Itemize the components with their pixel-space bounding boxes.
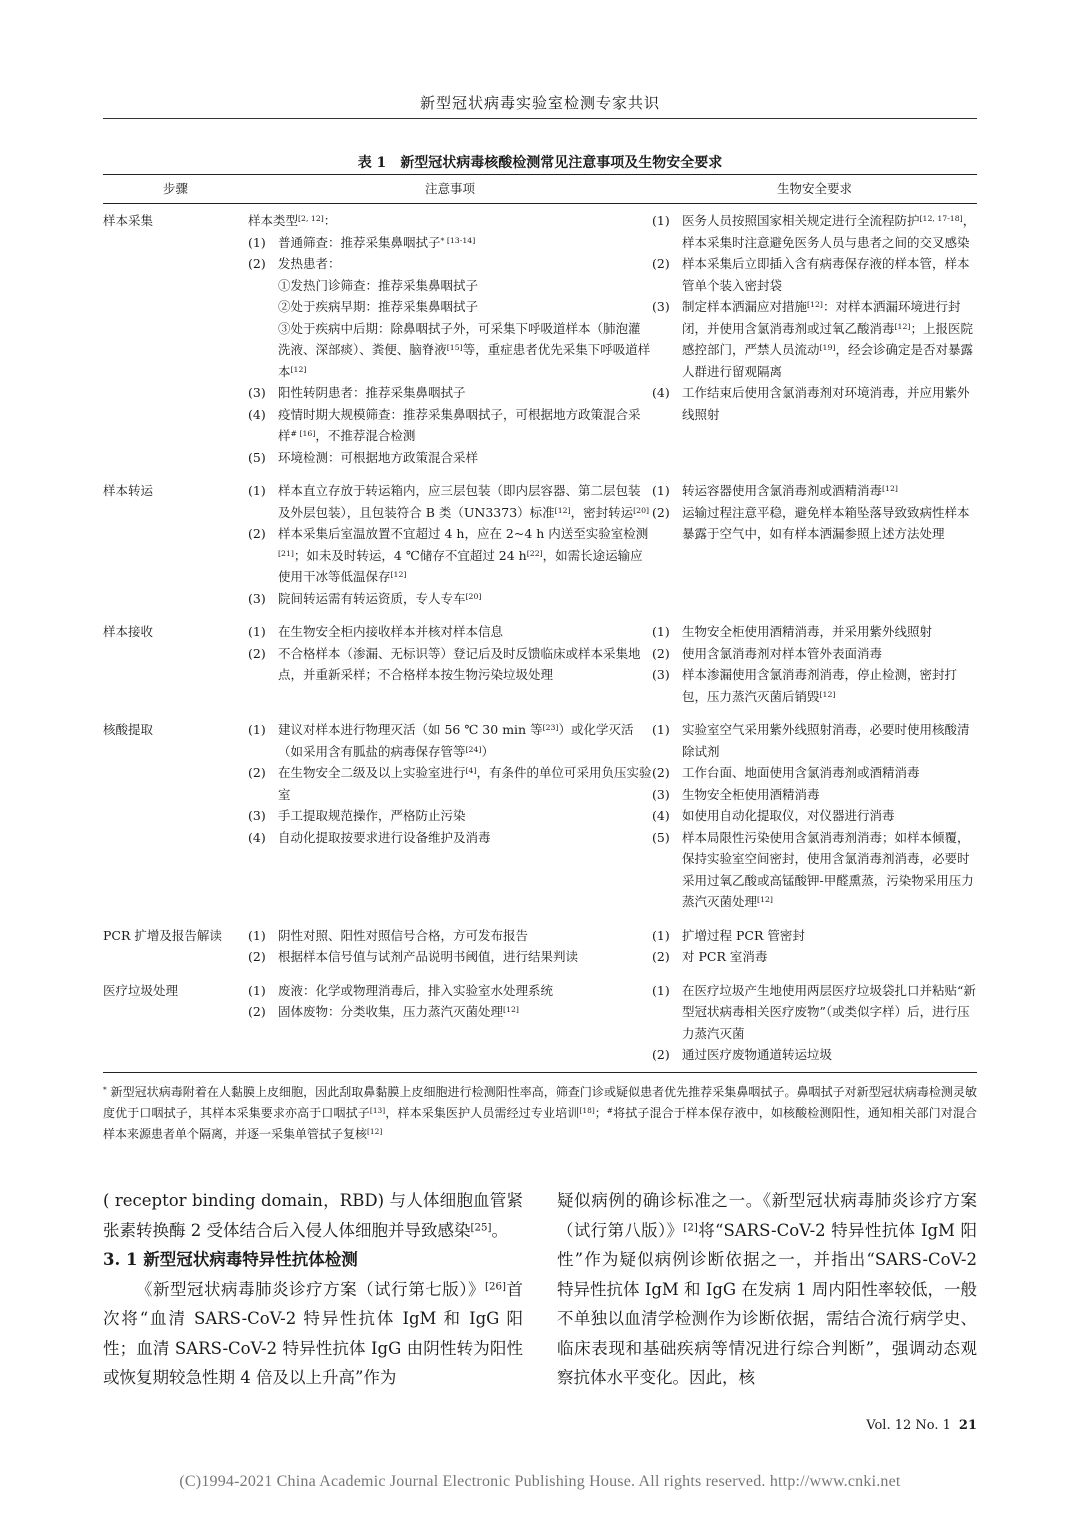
item-text <box>682 827 977 913</box>
item-number: (3) <box>652 299 670 314</box>
citation: # [16] <box>290 428 316 438</box>
cell-text: 通过医疗废物通道转运垃圾 <box>682 1047 833 1062</box>
cell-text: 使用含氯消毒剂对样本管外表面消毒 <box>682 645 883 661</box>
note-lead <box>248 210 652 232</box>
cell-text: 疫情时期大规模筛查：推荐采集鼻咽拭子，可根据地方政策混合采样 <box>278 406 641 443</box>
item-number: (2) <box>652 645 670 661</box>
paragraph-text: 。 <box>491 1220 508 1240</box>
table-row <box>103 713 977 919</box>
safety-item <box>652 480 977 502</box>
footnote-text: 将拭子混合于样本保存液中，如核酸检测阳性，通知相关部门对混合样本来源患者单个隔离，并逐一采集单管拭子复核 <box>103 1106 977 1141</box>
item-text <box>278 232 652 254</box>
table-row <box>103 919 977 974</box>
cell-text: 发热患者： <box>278 256 341 271</box>
item-number: (2) <box>248 645 266 661</box>
cell-text: ，不推荐混合检测 <box>315 428 416 443</box>
safety-item <box>652 643 977 665</box>
cell-text: 样本直立存放于转运箱内，应三层包装（即内层容器、第二层包装及外层包装），且包装符合 B 类（UN3373）标准 <box>278 483 641 520</box>
safety-cell <box>652 713 977 919</box>
cell-text: 阳性转阴患者：推荐采集鼻咽拭子 <box>278 385 466 400</box>
cell-text: 制定样本洒漏应对措施 <box>682 299 808 314</box>
cell-text: ；如未及时转运，4 ℃储存不宜超过 24 h <box>293 547 527 563</box>
item-text <box>278 480 652 523</box>
item-text <box>682 502 977 545</box>
table-container <box>103 174 977 1073</box>
citation: [12] <box>554 505 571 515</box>
precautions-table <box>103 174 977 1073</box>
note-item <box>248 382 652 404</box>
body-column-left <box>103 1186 523 1393</box>
item-number: (1) <box>248 722 266 737</box>
cell-text: 在医疗垃圾产生地使用两层医疗垃圾袋扎口并粘贴“新型冠状病毒相关医疗废物”（或类似字样）后，进行压力蒸汽灭菌 <box>682 982 976 1041</box>
citation: [21] <box>278 548 294 558</box>
safety-item <box>652 382 977 425</box>
cell-text: ②处于疾病早期：推荐采集鼻咽拭子 <box>278 299 479 314</box>
footnote-ref: [18] <box>579 1105 595 1115</box>
footnote-text: ； <box>594 1106 607 1120</box>
body-paragraph <box>557 1186 977 1393</box>
item-text <box>682 664 977 707</box>
note-item <box>248 404 652 447</box>
item-number: (5) <box>652 829 670 845</box>
note-item <box>248 643 652 686</box>
cell-text: ③处于疾病中后期：除鼻咽拭子外，可采集下呼吸道样本（肺泡灌洗液、深部痰）、粪便、脑脊液 <box>278 320 641 357</box>
note-item <box>248 480 652 523</box>
citation: [24] <box>465 744 482 754</box>
cell-text: 医务人员按照国家相关规定进行全流程防护 <box>682 213 920 228</box>
step-cell: 样本采集 <box>103 213 154 228</box>
item-text <box>682 784 977 806</box>
cell-text: 实验室空气采用紫外线照射消毒，必要时使用核酸清除试剂 <box>682 722 970 759</box>
citation: [2, 12] <box>298 213 324 223</box>
citation: [19] <box>819 342 836 352</box>
note-item <box>248 980 652 1002</box>
body-paragraph <box>103 1275 523 1393</box>
note-item <box>248 925 652 947</box>
item-number: (3) <box>248 808 266 823</box>
paragraph-text: 将“SARS-CoV-2 特异性抗体 IgM 阳性”作为疑似病例诊断依据之一，并指出“SARS-CoV-2 特异性抗体 IgM 和 IgG 在发病 1 周内阳性率较低，一般不单独以血清学检测作为诊断依据，需结合流行病学史、临床表现和基础疾病等情况进行综合判断”，强调动态观察抗体水平变化。因此，核 <box>557 1220 978 1387</box>
cell-text: 样本渗漏使用含氯消毒剂消毒，停止检测，密封打包，压力蒸汽灭菌后销毁 <box>682 667 958 704</box>
citation: * [13-14] <box>440 235 476 245</box>
item-number: (1) <box>248 624 266 639</box>
item-number: (3) <box>248 385 266 400</box>
citation: [20] <box>465 591 482 601</box>
step-cell: 样本转运 <box>103 483 154 498</box>
citation: [12] <box>390 569 407 579</box>
safety-cell <box>652 474 977 615</box>
safety-item <box>652 784 977 806</box>
item-number: (1) <box>652 927 670 943</box>
item-number: (1) <box>248 483 266 498</box>
notes-cell <box>248 204 652 475</box>
notes-cell <box>248 974 652 1073</box>
cell-text: 生物安全柜使用酒精消毒 <box>682 786 820 802</box>
note-subitem <box>248 318 652 383</box>
item-number: (2) <box>248 256 266 271</box>
page-number: 21 <box>958 1418 977 1433</box>
citation: [26] <box>485 1280 506 1292</box>
item-number: (1) <box>652 213 670 228</box>
citation: [12] <box>807 299 823 309</box>
cell-text: 环境检测：可根据地方政策混合采样 <box>278 449 479 465</box>
item-text <box>682 946 977 968</box>
cell-text: ：对样本洒漏环境进行封闭，并使用含氯消毒剂或过氧乙酸消毒 <box>682 299 961 336</box>
citation: [12] <box>819 689 836 699</box>
item-text <box>278 253 652 275</box>
paragraph-text: ( receptor binding domain，RBD) 与人体细胞血管紧张素转换酶 2 受体结合后入侵人体细胞并导致感染 <box>103 1191 523 1240</box>
item-text <box>278 827 652 849</box>
note-item <box>248 232 652 254</box>
cell-text: 等，重症患者优先采集下呼吸道样本 <box>278 342 651 379</box>
item-number: (4) <box>248 829 266 845</box>
cell-text: ，经会诊确定是否对暴露人群进行留观隔离 <box>682 342 973 379</box>
notes-cell <box>248 615 652 713</box>
citation: [22] <box>526 548 543 558</box>
item-text <box>682 643 977 665</box>
note-item <box>248 588 652 610</box>
safety-item <box>652 925 977 947</box>
note-item <box>248 805 652 827</box>
paragraph-text: 首次将“血清 SARS-CoV-2 特异性抗体 IgM 和 IgG 阳性；血清 SARS-CoV-2 特异性抗体 IgG 由阴性转为阳性或恢复期较急性期 4 倍及以上升高”作为 <box>103 1279 524 1387</box>
body-column-right <box>557 1186 977 1393</box>
cell-text: ） <box>481 743 494 759</box>
citation: [2] <box>683 1221 698 1233</box>
table-header-row <box>103 175 977 204</box>
item-text <box>278 382 652 404</box>
running-head: 新型冠状病毒实验室检测专家共识 <box>419 94 660 112</box>
section-heading: 3. 1 新型冠状病毒特异性抗体检测 <box>103 1250 358 1269</box>
item-number: (1) <box>248 982 266 998</box>
note-item <box>248 719 652 762</box>
item-number: (5) <box>248 449 266 465</box>
cell-text: 样本类型 <box>248 213 299 228</box>
cell-text: 生物安全柜使用酒精消毒，并采用紫外线照射 <box>682 624 933 639</box>
citation: [4] <box>465 765 477 775</box>
cell-text: 样本局限性污染使用含氯消毒剂消毒；如样本倾覆，保持实验室空间密封，使用含氯消毒剂消毒，必要时采用过氧乙酸或高锰酸钾-甲醛熏蒸，污染物采用压力蒸汽灭菌处理 <box>682 829 974 909</box>
item-text <box>682 621 977 643</box>
volume-info: Vol. 12 No. 1 <box>866 1418 951 1433</box>
item-text <box>682 1044 977 1066</box>
item-text <box>278 404 652 447</box>
table-row <box>103 204 977 475</box>
page-footer <box>866 1418 977 1433</box>
item-number: (1) <box>652 624 670 639</box>
step-cell: 核酸提取 <box>103 722 154 737</box>
table-row <box>103 474 977 615</box>
item-text <box>278 1001 652 1023</box>
item-text <box>278 447 652 469</box>
cell-text: ，如需长途运输应使用干冰等低温保存 <box>278 547 643 584</box>
safety-cell <box>652 615 977 713</box>
item-number: (3) <box>652 786 670 802</box>
item-text <box>278 643 652 686</box>
paragraph-text: 疑似病例的确诊标准之一。《新型冠状病毒肺炎诊疗方案（试行第八版）》 <box>557 1191 977 1240</box>
cell-text: 建议对样本进行物理灭活（如 56 ℃ 30 min 等 <box>278 722 543 737</box>
cell-text: 工作结束后使用含氯消毒剂对环境消毒，并应用紫外线照射 <box>682 385 970 422</box>
item-number: (2) <box>652 256 670 271</box>
citation: [25] <box>470 1221 492 1233</box>
safety-item <box>652 946 977 968</box>
item-number: (1) <box>248 234 266 250</box>
column-header-step: 步骤 <box>103 175 248 204</box>
item-number: (2) <box>652 949 670 964</box>
cell-text: 废液：化学或物理消毒后，排入实验室水处理系统 <box>278 982 554 998</box>
cell-text: 自动化提取按要求进行设备维护及消毒 <box>278 829 491 845</box>
notes-cell <box>248 713 652 919</box>
note-subitem <box>248 275 652 297</box>
item-text <box>682 980 977 1045</box>
safety-item <box>652 719 977 762</box>
note-item <box>248 946 652 968</box>
cell-text: 对 PCR 室消毒 <box>682 949 768 964</box>
footnote-ref: [13] <box>369 1105 386 1115</box>
citation: [12] <box>757 894 773 904</box>
footnote-text: ，样本采集医护人员需经过专业培训 <box>385 1106 580 1120</box>
cell-text: ： <box>323 213 337 228</box>
item-number: (2) <box>652 1047 670 1062</box>
cell-text: ）或化学灭活（如采用含有胍盐的病毒保存管等 <box>278 722 634 759</box>
item-number: (4) <box>652 385 670 400</box>
step-cell: PCR 扩增及报告解读 <box>103 927 222 943</box>
item-text <box>278 588 652 610</box>
table-caption <box>103 152 977 172</box>
cell-text: 不合格样本（渗漏、无标识等）登记后及时反馈临床或样本采集地点，并重新采样；不合格样本按生物污染垃圾处理 <box>278 645 641 682</box>
body-paragraph <box>103 1186 523 1245</box>
column-header-notes: 注意事项 <box>248 175 652 204</box>
item-number: (4) <box>248 406 266 422</box>
note-item <box>248 253 652 275</box>
note-subitem <box>248 296 652 318</box>
item-text <box>278 719 652 762</box>
item-text <box>682 253 977 296</box>
item-number: (4) <box>652 808 670 823</box>
safety-item <box>652 210 977 253</box>
item-number: (2) <box>652 765 670 780</box>
item-number: (2) <box>248 949 266 964</box>
footnote-ref: [12] <box>367 1126 383 1136</box>
cell-text: ，样本采集时注意避免医务人员与患者之间的交叉感染 <box>682 213 976 250</box>
citation: [12] <box>882 483 898 493</box>
footnote-text: 新型冠状病毒附着在人黏膜上皮细胞，因此刮取鼻黏膜上皮细胞进行检测阳性率高，筛查门诊或疑似患者优先推荐采集鼻咽拭子。鼻咽拭子对新型冠状病毒检测灵敏度优于口咽拭子，其样本采集要求亦高于口咽拭子 <box>103 1085 977 1120</box>
body-columns <box>103 1186 977 1393</box>
item-number: (1) <box>248 927 266 943</box>
safety-item <box>652 1044 977 1066</box>
cell-text: 固体废物：分类收集，压力蒸汽灭菌处理 <box>278 1004 504 1019</box>
item-number: (2) <box>652 504 670 520</box>
note-item <box>248 827 652 849</box>
cell-text: 扩增过程 PCR 管密封 <box>682 927 805 943</box>
item-number: (2) <box>248 1004 266 1019</box>
item-number: (2) <box>248 765 266 780</box>
note-item <box>248 447 652 469</box>
item-number: (3) <box>652 667 670 682</box>
step-cell: 样本接收 <box>103 624 154 639</box>
note-item <box>248 621 652 643</box>
note-item <box>248 523 652 588</box>
item-text <box>278 621 652 643</box>
item-text <box>278 946 652 968</box>
citation: [12] <box>290 364 307 374</box>
item-number: (1) <box>652 483 670 498</box>
item-number: (1) <box>652 722 670 737</box>
cell-text: ，密封转运 <box>570 504 634 520</box>
item-text <box>682 382 977 425</box>
cell-text: 样本采集后室温放置不宜超过 4 h，应在 2~4 h 内送至实验室检测 <box>278 526 649 541</box>
item-text <box>682 296 977 382</box>
header-rule <box>103 118 977 119</box>
cell-text: ，有条件的单位可采用负压实验室 <box>278 765 652 802</box>
cell-text: ①发热门诊筛查：推荐采集鼻咽拭子 <box>278 277 479 293</box>
cell-text: 根据样本信号值与试剂产品说明书阈值，进行结果判读 <box>278 949 579 964</box>
footnote-mark: * <box>103 1084 107 1094</box>
citation: [12] <box>503 1004 519 1014</box>
item-number: (2) <box>248 526 266 541</box>
safety-item <box>652 827 977 913</box>
item-text <box>682 719 977 762</box>
cell-text: 院间转运需有转运资质，专人专车 <box>278 590 466 606</box>
table-body <box>103 204 977 1073</box>
cell-text: 如使用自动化提取仪，对仪器进行消毒 <box>682 808 895 823</box>
safety-cell <box>652 974 977 1073</box>
safety-item <box>652 805 977 827</box>
citation: [12, 17-18] <box>919 213 963 223</box>
copyright-notice: (C)1994-2021 China Academic Journal Electronic Publishing House. All rights reserved. http://www.cnki.net <box>179 1473 901 1490</box>
item-text <box>278 980 652 1002</box>
safety-item <box>652 762 977 784</box>
cell-text: 转运容器使用含氯消毒剂或酒精消毒 <box>682 483 883 498</box>
cell-text: 在生物安全二级及以上实验室进行 <box>278 765 466 780</box>
note-item <box>248 762 652 805</box>
safety-item <box>652 980 977 1045</box>
cell-text: ；上报医院感控部门，严禁人员流动 <box>682 320 973 357</box>
item-number: (1) <box>652 982 670 998</box>
cell-text: 普通筛查：推荐采集鼻咽拭子 <box>278 234 441 250</box>
safety-item <box>652 664 977 707</box>
cell-text: 样本采集后立即插入含有病毒保存液的样本管，样本管单个装入密封袋 <box>682 256 970 293</box>
column-header-safety: 生物安全要求 <box>652 175 977 204</box>
paragraph-text: 《新型冠状病毒肺炎诊疗方案（试行第七版）》 <box>136 1279 486 1299</box>
safety-cell <box>652 919 977 974</box>
item-text <box>278 925 652 947</box>
table-row <box>103 974 977 1073</box>
table-row <box>103 615 977 713</box>
footnote-mark: # <box>606 1105 613 1115</box>
citation: [12] <box>894 321 911 331</box>
safety-item <box>652 253 977 296</box>
cell-text: 在生物安全柜内接收样本并核对样本信息 <box>278 624 504 639</box>
cell-text: 工作台面、地面使用含氯消毒剂或酒精消毒 <box>682 765 920 780</box>
item-text <box>682 925 977 947</box>
citation: [15] <box>446 342 463 352</box>
item-text <box>278 523 652 588</box>
safety-item <box>652 296 977 382</box>
table-footnote <box>103 1082 977 1145</box>
item-text <box>682 805 977 827</box>
step-cell: 医疗垃圾处理 <box>103 974 248 1073</box>
table-caption-text: 新型冠状病毒核酸检测常见注意事项及生物安全要求 <box>400 155 723 171</box>
note-item <box>248 1001 652 1023</box>
cell-text: 阴性对照、阳性对照信号合格，方可发布报告 <box>278 927 529 943</box>
safety-item <box>652 621 977 643</box>
item-text <box>682 480 977 502</box>
item-text <box>278 805 652 827</box>
notes-cell <box>248 919 652 974</box>
safety-cell <box>652 204 977 475</box>
item-text <box>682 210 977 253</box>
citation: [20] <box>633 505 650 515</box>
table-label: 表 1 <box>357 155 387 171</box>
item-text <box>682 762 977 784</box>
cell-text: 运输过程注意平稳，避免样本箱坠落导致致病性样本暴露于空气中，如有样本洒漏参照上述方法处理 <box>682 504 970 541</box>
safety-item <box>652 502 977 545</box>
item-text <box>278 762 652 805</box>
notes-cell <box>248 474 652 615</box>
item-number: (3) <box>248 590 266 606</box>
cell-text: 手工提取规范操作，严格防止污染 <box>278 808 466 823</box>
citation: [23] <box>542 722 559 732</box>
